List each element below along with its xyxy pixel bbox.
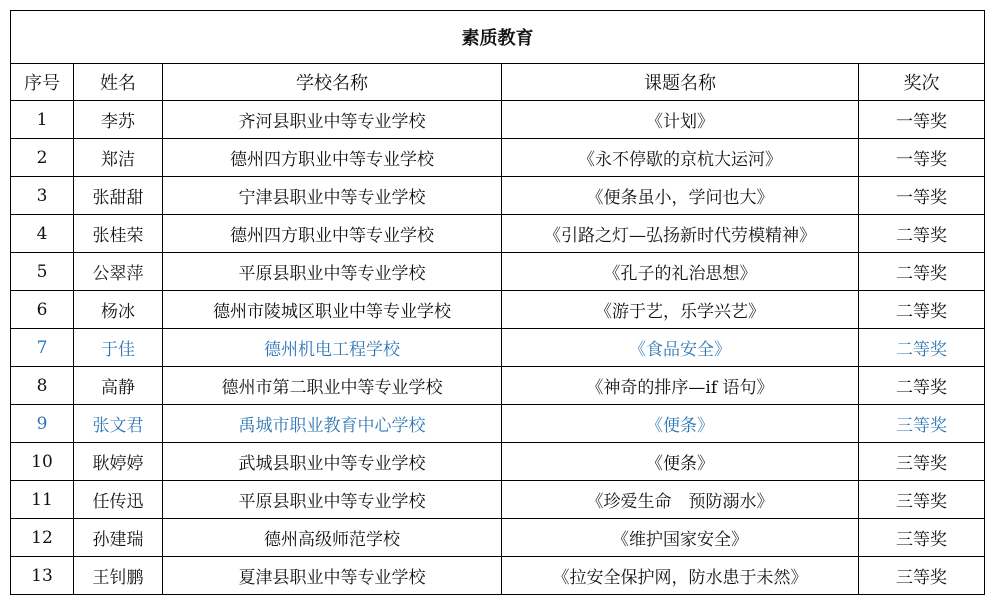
cell-award: 二等奖: [859, 215, 985, 253]
table-row: [11, 557, 985, 595]
cell-award: 三等奖: [859, 557, 985, 595]
cell-topic: 《计划》: [502, 101, 859, 139]
cell-name: 任传迅: [74, 481, 163, 519]
cell-award: 一等奖: [859, 139, 985, 177]
cell-index: 1: [11, 101, 74, 139]
cell-index: 10: [11, 443, 74, 481]
cell-school: 禹城市职业教育中心学校: [163, 405, 502, 443]
table-row: [11, 405, 985, 443]
cell-school: 齐河县职业中等专业学校: [163, 101, 502, 139]
table-row: [11, 519, 985, 557]
cell-topic: 《游于艺，乐学兴艺》: [502, 291, 859, 329]
table-row: [11, 291, 985, 329]
header-name: 姓名: [74, 64, 163, 101]
cell-name: 高静: [74, 367, 163, 405]
cell-topic: 《便条》: [502, 443, 859, 481]
cell-topic: 《神奇的排序—if 语句》: [502, 367, 859, 405]
cell-school: 德州市陵城区职业中等专业学校: [163, 291, 502, 329]
cell-index: 11: [11, 481, 74, 519]
cell-name: 张文君: [74, 405, 163, 443]
cell-name: 王钊鹏: [74, 557, 163, 595]
cell-award: 三等奖: [859, 481, 985, 519]
table-row: [11, 139, 985, 177]
cell-index: 5: [11, 253, 74, 291]
cell-topic: 《珍爱生命 预防溺水》: [502, 481, 859, 519]
cell-award: 三等奖: [859, 405, 985, 443]
cell-school: 平原县职业中等专业学校: [163, 481, 502, 519]
table-title: 素质教育: [11, 11, 985, 64]
cell-index: 8: [11, 367, 74, 405]
cell-school: 德州四方职业中等专业学校: [163, 215, 502, 253]
cell-topic: 《孔子的礼治思想》: [502, 253, 859, 291]
cell-index: 12: [11, 519, 74, 557]
cell-name: 公翠萍: [74, 253, 163, 291]
header-award: 奖次: [859, 64, 985, 101]
table-row: [11, 101, 985, 139]
cell-index: 4: [11, 215, 74, 253]
cell-name: 张桂荣: [74, 215, 163, 253]
header-index: 序号: [11, 64, 74, 101]
cell-award: 二等奖: [859, 367, 985, 405]
cell-school: 平原县职业中等专业学校: [163, 253, 502, 291]
cell-award: 三等奖: [859, 519, 985, 557]
cell-topic: 《食品安全》: [502, 329, 859, 367]
header-topic: 课题名称: [502, 64, 859, 101]
award-table: [10, 10, 985, 595]
cell-name: 于佳: [74, 329, 163, 367]
cell-school: 夏津县职业中等专业学校: [163, 557, 502, 595]
cell-topic: 《永不停歇的京杭大运河》: [502, 139, 859, 177]
cell-name: 郑洁: [74, 139, 163, 177]
cell-index: 2: [11, 139, 74, 177]
cell-name: 杨冰: [74, 291, 163, 329]
cell-topic: 《便条》: [502, 405, 859, 443]
cell-award: 二等奖: [859, 291, 985, 329]
table-row: [11, 215, 985, 253]
cell-index: 13: [11, 557, 74, 595]
cell-award: 一等奖: [859, 101, 985, 139]
header-school: 学校名称: [163, 64, 502, 101]
cell-topic: 《便条虽小，学问也大》: [502, 177, 859, 215]
cell-name: 孙建瑞: [74, 519, 163, 557]
table-row: [11, 329, 985, 367]
cell-school: 武城县职业中等专业学校: [163, 443, 502, 481]
cell-index: 3: [11, 177, 74, 215]
cell-name: 李苏: [74, 101, 163, 139]
table-row: [11, 177, 985, 215]
table-row: [11, 443, 985, 481]
cell-award: 二等奖: [859, 253, 985, 291]
cell-name: 耿婷婷: [74, 443, 163, 481]
cell-award: 三等奖: [859, 443, 985, 481]
cell-award: 二等奖: [859, 329, 985, 367]
table-row: [11, 481, 985, 519]
cell-name: 张甜甜: [74, 177, 163, 215]
cell-school: 德州四方职业中等专业学校: [163, 139, 502, 177]
cell-topic: 《拉安全保护网，防水患于未然》: [502, 557, 859, 595]
table-row: [11, 367, 985, 405]
cell-topic: 《维护国家安全》: [502, 519, 859, 557]
table-title-row: [11, 11, 985, 64]
cell-award: 一等奖: [859, 177, 985, 215]
cell-index: 6: [11, 291, 74, 329]
cell-school: 宁津县职业中等专业学校: [163, 177, 502, 215]
cell-topic: 《引路之灯—弘扬新时代劳模精神》: [502, 215, 859, 253]
cell-school: 德州市第二职业中等专业学校: [163, 367, 502, 405]
table-row: [11, 253, 985, 291]
cell-index: 9: [11, 405, 74, 443]
cell-school: 德州高级师范学校: [163, 519, 502, 557]
cell-school: 德州机电工程学校: [163, 329, 502, 367]
cell-index: 7: [11, 329, 74, 367]
table-header-row: [11, 64, 985, 101]
